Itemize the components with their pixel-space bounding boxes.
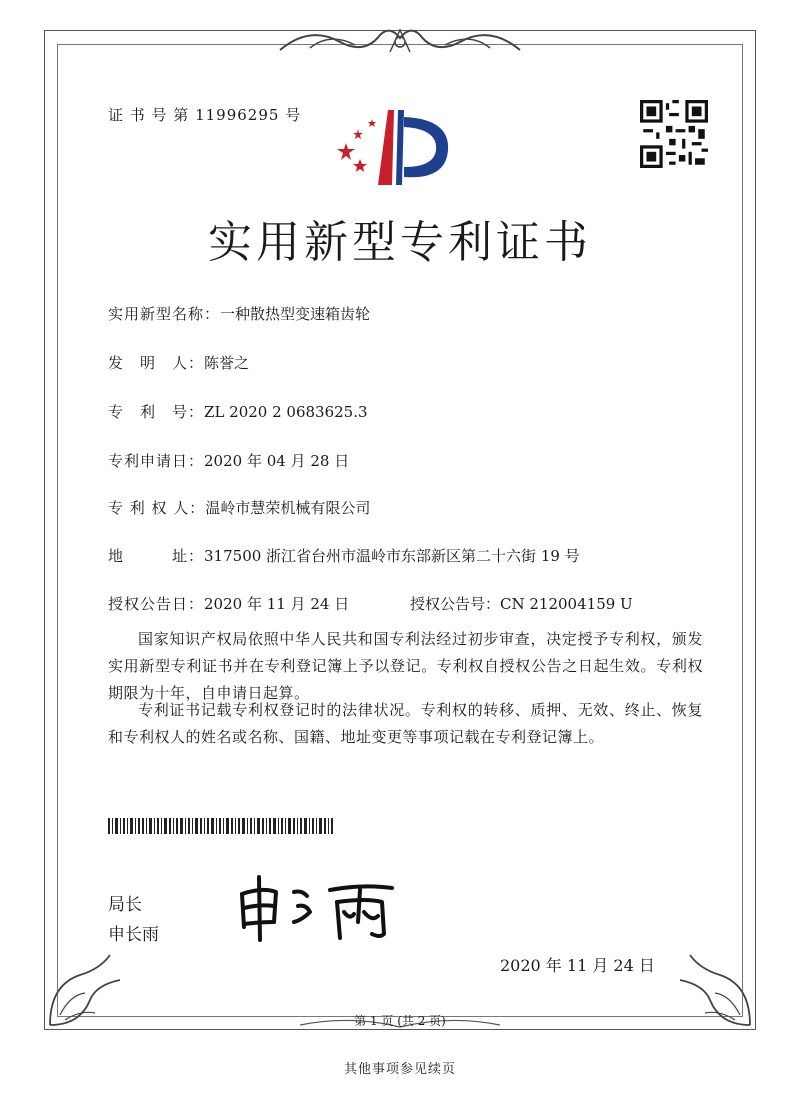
address-row	[108, 545, 580, 566]
patent-number-row	[108, 401, 368, 422]
director-title: 局长	[108, 895, 142, 915]
grant-date-value: 2020 年 11 月 24 日	[204, 595, 350, 613]
top-ornament	[270, 20, 530, 60]
inventor-label: 发 明 人：	[108, 354, 205, 372]
page-indicator: 第 1 页 (共 2 页)	[354, 1014, 446, 1028]
filing-date-row	[108, 450, 349, 471]
filing-date-value: 2020 年 04 月 28 日	[204, 452, 350, 470]
qr-code-icon	[640, 100, 708, 168]
grant-date-row	[108, 593, 349, 614]
address-label: 地 址：	[108, 547, 205, 565]
signature-date: 2020 年 11 月 24 日	[500, 956, 655, 975]
patentee-value: 温岭市慧荣机械有限公司	[205, 499, 371, 517]
barcode-icon	[108, 818, 333, 834]
certificate-number: 证 书 号 第 11996295 号	[108, 106, 302, 124]
patentee-label: 专 利 权 人：	[108, 499, 206, 517]
director-signature-icon	[232, 872, 432, 942]
certificate-title: 实用新型专利证书	[208, 217, 592, 268]
grant-statement-paragraph: 国家知识产权局依照中华人民共和国专利法经过初步审查，决定授予专利权，颁发实用新型专利证书并在专利登记簿上予以登记。专利权自授权公告之日起生效。专利权期限为十年，自申请日起算。	[108, 630, 703, 702]
address-value: 317500 浙江省台州市温岭市东部新区第二十六街 19 号	[204, 547, 580, 565]
patent-office-emblem-icon	[330, 105, 465, 200]
director-name: 申长雨	[108, 925, 159, 945]
utility-model-name-value: 一种散热型变速箱齿轮	[220, 305, 371, 323]
inventor-row	[108, 352, 249, 373]
inventor-value: 陈誉之	[204, 354, 250, 372]
grant-number-row	[410, 593, 633, 614]
patent-number-label: 专 利 号：	[108, 403, 205, 421]
utility-model-name-row	[108, 303, 370, 324]
patentee-row	[108, 497, 370, 518]
utility-model-name-label: 实用新型名称：	[108, 305, 221, 323]
patent-number-value: ZL 2020 2 0683625.3	[204, 403, 368, 421]
grant-number-value: CN 212004159 U	[500, 595, 633, 613]
legal-status-paragraph: 专利证书记载专利权登记时的法律状况。专利权的转移、质押、无效、终止、恢复和专利权人的姓名或名称、国籍、地址变更等事项记载在专利登记簿上。	[108, 701, 703, 746]
filing-date-label: 专利申请日：	[108, 452, 205, 470]
grant-number-label: 授权公告号：	[410, 595, 501, 613]
footer-note: 其他事项参见续页	[343, 1062, 456, 1077]
grant-date-label: 授权公告日：	[108, 595, 205, 613]
